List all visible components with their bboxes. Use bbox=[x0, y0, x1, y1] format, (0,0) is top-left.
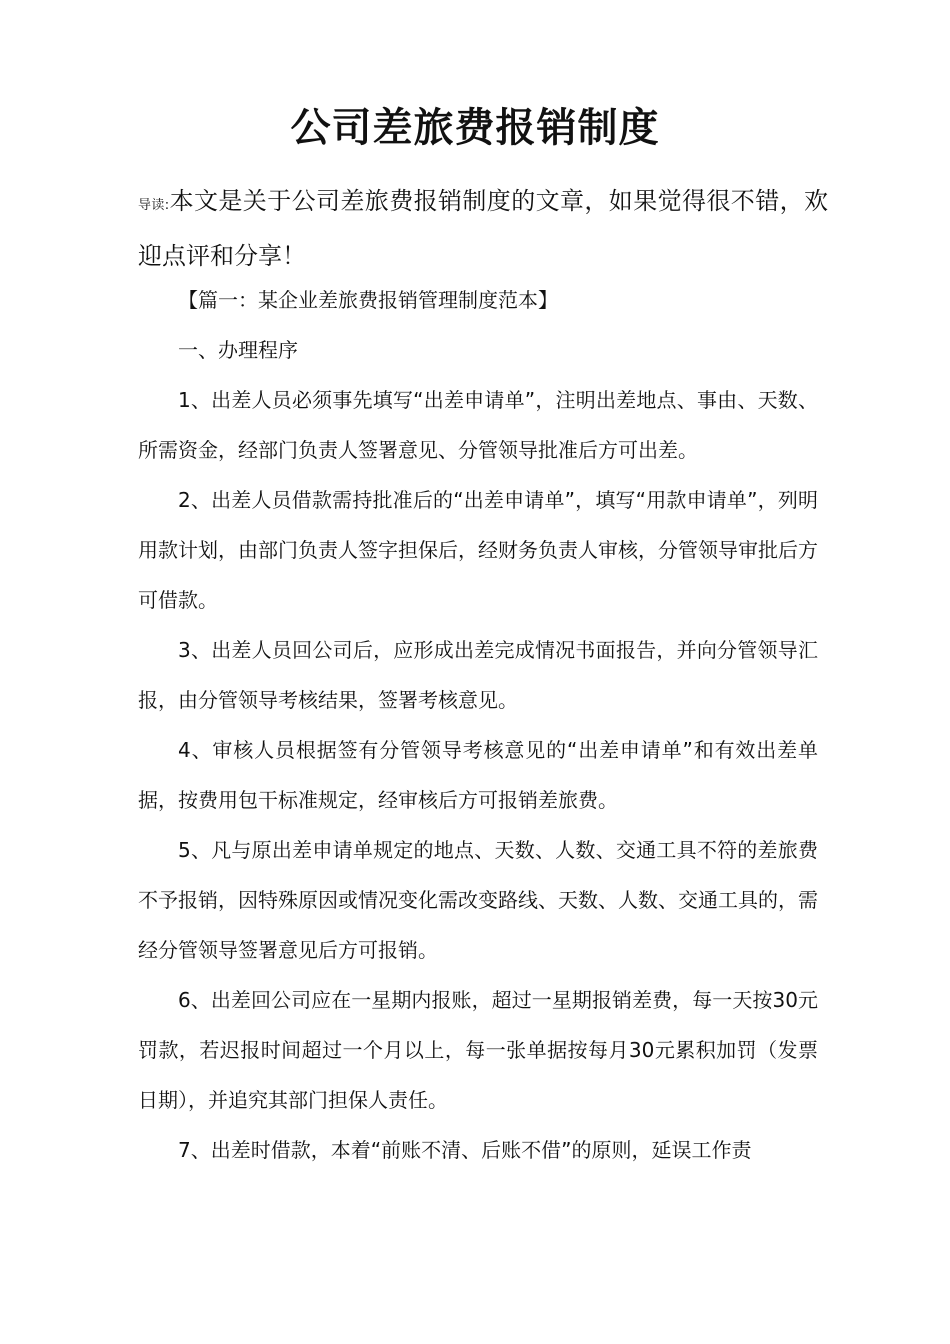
paragraph-item-5: 5、凡与原出差申请单规定的地点、天数、人数、交通工具不符的差旅费不予报销，因特殊原因或情况变化需改变路线、天数、人数、交通工具的，需经分管领导签署意见后方可报销。 bbox=[138, 838, 818, 962]
subsection-heading: 一、办理程序 bbox=[178, 338, 298, 362]
paragraph-item-4: 4、审核人员根据签有分管领导考核意见的“出差申请单”和有效出差单据，按费用包干标准规定，经审核后方可报销差旅费。 bbox=[138, 738, 818, 812]
intro-text: 本文是关于公司差旅费报销制度的文章，如果觉得很不错，欢迎点评和分享！ bbox=[138, 187, 828, 270]
paragraph-item-1: 1、出差人员必须事先填写“出差申请单”，注明出差地点、事由、天数、所需资金，经部门负责人签署意见、分管领导批准后方可出差。 bbox=[138, 388, 818, 462]
section-heading: 【篇一：某企业差旅费报销管理制度范本】 bbox=[178, 288, 558, 312]
paragraph-item-7: 7、出差时借款，本着“前账不清、后账不借”的原则，延误工作责 bbox=[178, 1138, 752, 1162]
intro-paragraph bbox=[138, 176, 828, 281]
paragraph-item-2: 2、出差人员借款需持批准后的“出差申请单”，填写“用款申请单”，列明用款计划，由部门负责人签字担保后，经财务负责人审核，分管领导审批后方可借款。 bbox=[138, 488, 818, 612]
document-title: 公司差旅费报销制度 bbox=[290, 105, 660, 151]
paragraph-item-6: 6、出差回公司应在一星期内报账，超过一星期报销差费，每一天按30元罚款，若迟报时间超过一个月以上，每一张单据按每月30元累积加罚（发票日期），并追究其部门担保人责任。 bbox=[138, 988, 818, 1112]
intro-prefix: 导读: bbox=[138, 198, 170, 213]
document-body bbox=[138, 275, 818, 1175]
paragraph-item-3: 3、出差人员回公司后，应形成出差完成情况书面报告，并向分管领导汇报，由分管领导考核结果，签署考核意见。 bbox=[138, 638, 818, 712]
